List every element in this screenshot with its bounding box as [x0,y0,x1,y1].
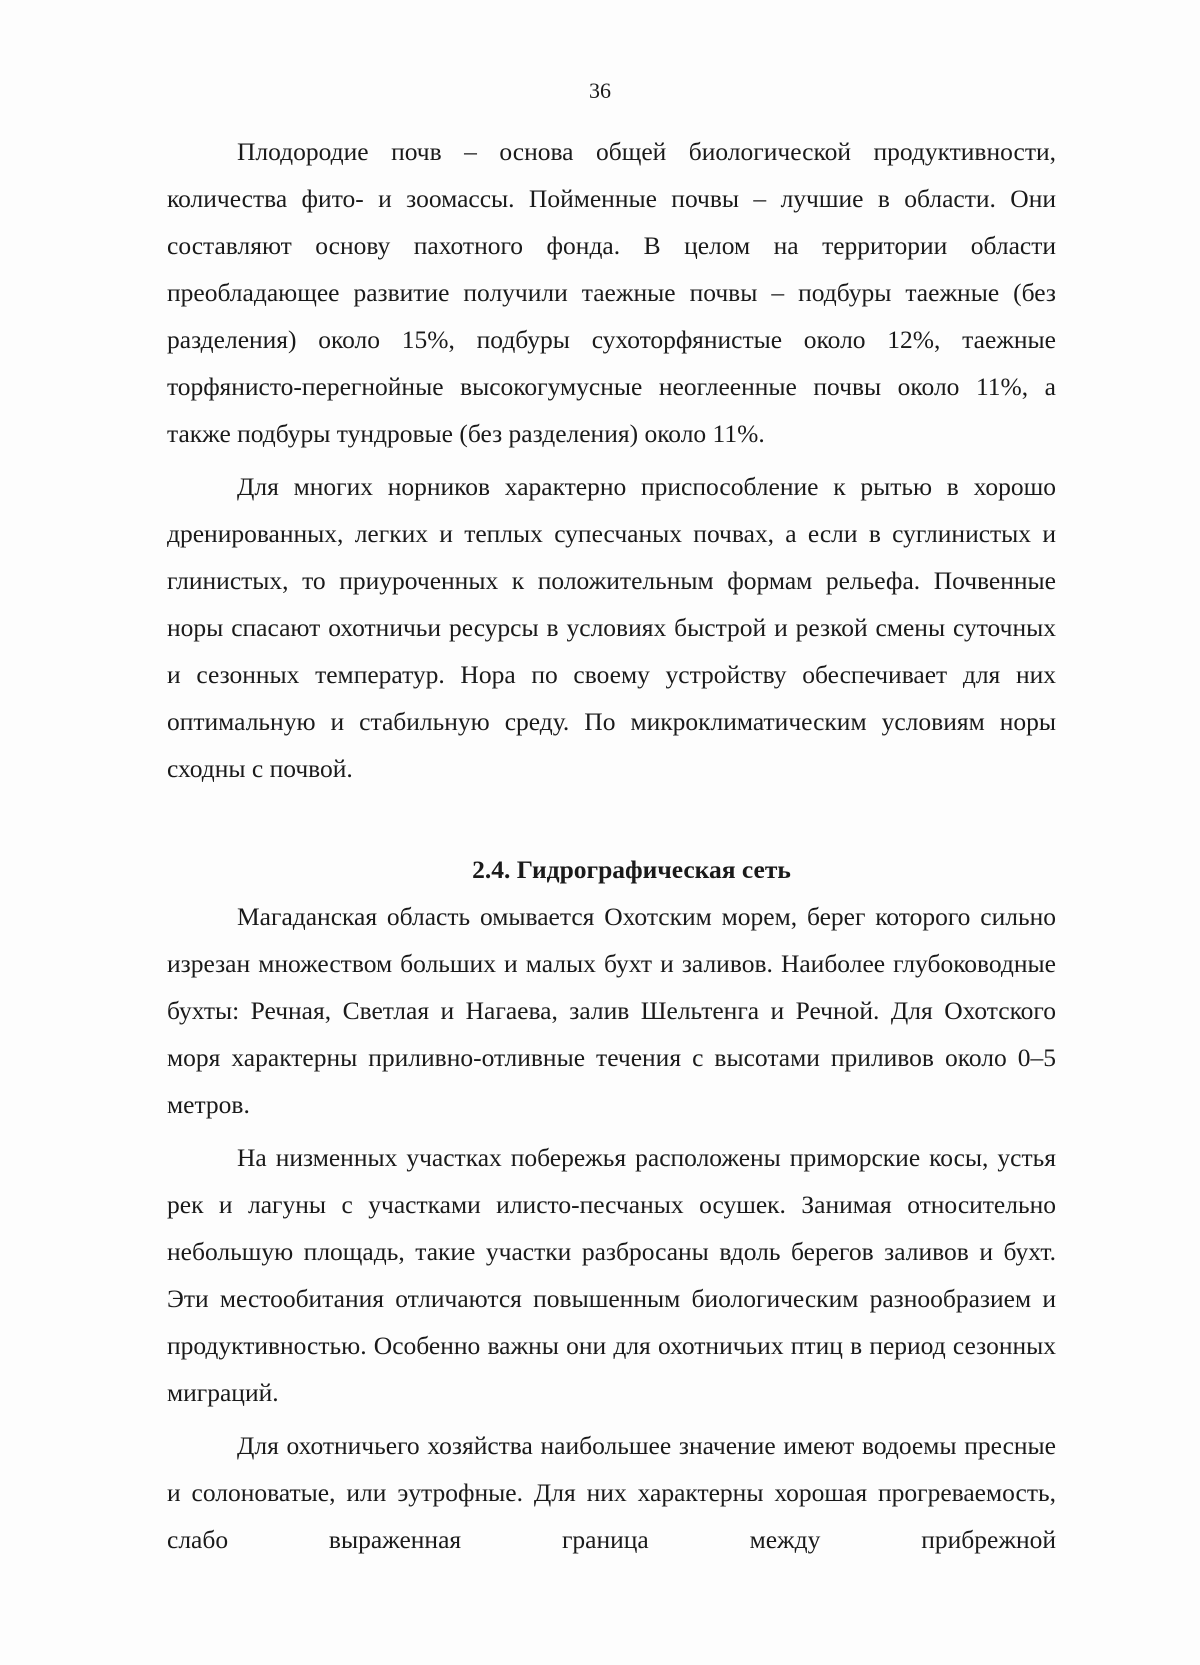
section-heading: 2.4. Гидрографическая сеть [472,855,791,884]
paragraph-okhotsk-sea: Магаданская область омывается Охотским морем, берег которого сильно изрезан множеством больших и малых бухт и заливов. Наиболее глубоководные бухты: Речная, Светлая и Нагаева, залив Шельтенга и Речной. Для Охотского моря характерны приливно-отливные течения с высотами приливов около 0–5 метров. [167,902,1056,1119]
paragraph-soil-fertility: Плодородие почв – основа общей биологической продуктивности, количества фито- и зоомассы. Пойменные почвы – лучшие в области. Они составляют основу пахотного фонда. В целом на территории области преобладающее развитие получили таежные почвы – подбуры таежные (без разделения) около 15%, подбуры сухоторфянистые около 12%, таежные торфянисто-перегнойные высокогумусные неоглеенные почвы около 11%, а также подбуры тундровые (без разделения) около 11%. [167,137,1056,448]
page-content [167,128,1056,1563]
page-number: 36 [589,78,611,103]
paragraph-hunting-water-bodies: Для охотничьего хозяйства наибольшее значение имеют водоемы пресные и солоноватые, или эутрофные. Для них характерны хорошая прогреваемость, слабо выраженная граница между прибрежной [167,1431,1056,1554]
paragraph-lowland-coast: На низменных участках побережья расположены приморские косы, устья рек и лагуны с участками илисто-песчаных осушек. Занимая относительно небольшую площадь, такие участки разбросаны вдоль берегов заливов и бухт. Эти местообитания отличаются повышенным биологическим разнообразием и продуктивностью. Особенно важны они для охотничьих птиц в период сезонных миграций. [167,1143,1056,1407]
paragraph-burrowing-animals: Для многих норников характерно приспособление к рытью в хорошо дренированных, легких и теплых супесчаных почвах, а если в суглинистых и глинистых, то приуроченных к положительным формам рельефа. Почвенные норы спасают охотничьи ресурсы в условиях быстрой и резкой смены суточных и сезонных температур. Нора по своему устройству обеспечивает для них оптимальную и стабильную среду. По микроклиматическим условиям норы сходны с почвой. [167,472,1056,783]
